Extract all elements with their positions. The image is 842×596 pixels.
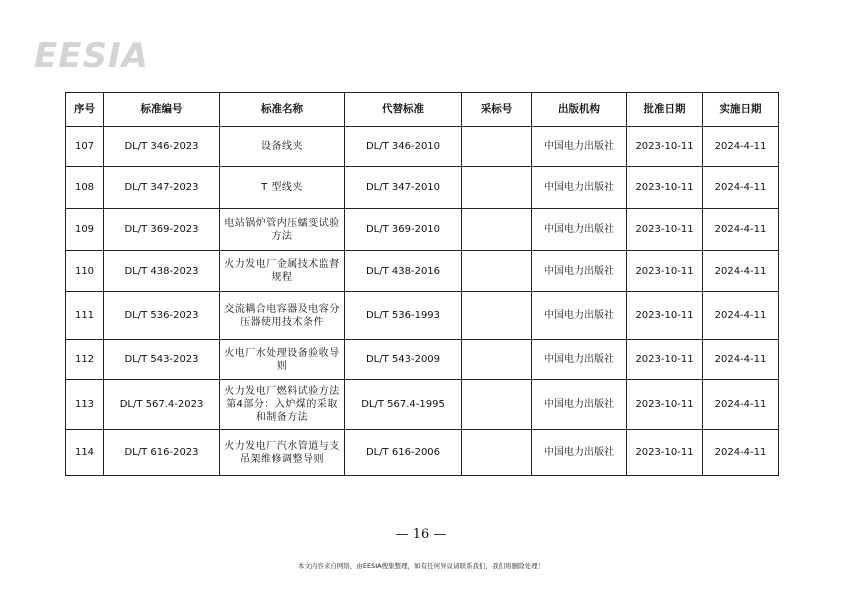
table-row <box>66 380 779 430</box>
cell-approve-date: 2023-10-11 <box>627 340 703 380</box>
cell-name: 火力发电厂金属技术监督规程 <box>220 251 345 292</box>
cell-code: DL/T 346-2023 <box>104 127 220 167</box>
cell-no: 112 <box>66 340 104 380</box>
cell-approve-date: 2023-10-11 <box>627 430 703 476</box>
cell-replace: DL/T 616-2006 <box>345 430 462 476</box>
cell-name: 火电厂水处理设备验收导则 <box>220 340 345 380</box>
cell-name: 火力发电厂汽水管道与支吊架维修调整导则 <box>220 430 345 476</box>
cell-replace: DL/T 347-2010 <box>345 167 462 209</box>
cell-code: DL/T 369-2023 <box>104 209 220 251</box>
cell-implement-date: 2024-4-11 <box>703 292 779 340</box>
cell-publisher: 中国电力出版社 <box>532 127 627 167</box>
table-row <box>66 430 779 476</box>
cell-no: 110 <box>66 251 104 292</box>
page-number: — 16 — <box>395 527 447 542</box>
cell-code: DL/T 567.4-2023 <box>104 380 220 430</box>
cell-approve-date: 2023-10-11 <box>627 127 703 167</box>
cell-code: DL/T 616-2023 <box>104 430 220 476</box>
eesia-logo: EESIA <box>34 36 149 76</box>
cell-adopt <box>462 340 532 380</box>
cell-adopt <box>462 380 532 430</box>
cell-name: 设备线夹 <box>220 127 345 167</box>
cell-implement-date: 2024-4-11 <box>703 127 779 167</box>
cell-no: 109 <box>66 209 104 251</box>
standards-table <box>65 92 779 476</box>
table-row <box>66 251 779 292</box>
cell-implement-date: 2024-4-11 <box>703 340 779 380</box>
header-no: 序号 <box>66 93 104 127</box>
cell-approve-date: 2023-10-11 <box>627 251 703 292</box>
cell-replace: DL/T 536-1993 <box>345 292 462 340</box>
cell-approve-date: 2023-10-11 <box>627 167 703 209</box>
cell-no: 107 <box>66 127 104 167</box>
cell-replace: DL/T 567.4-1995 <box>345 380 462 430</box>
table-row <box>66 292 779 340</box>
cell-no: 114 <box>66 430 104 476</box>
cell-code: DL/T 347-2023 <box>104 167 220 209</box>
cell-adopt <box>462 127 532 167</box>
cell-approve-date: 2023-10-11 <box>627 292 703 340</box>
header-approve-date: 批准日期 <box>627 93 703 127</box>
cell-no: 113 <box>66 380 104 430</box>
cell-replace: DL/T 369-2010 <box>345 209 462 251</box>
cell-name: 火力发电厂燃料试验方法 第4部分：入炉煤的采取和制备方法 <box>220 380 345 430</box>
cell-no: 108 <box>66 167 104 209</box>
cell-name: 交流耦合电容器及电容分压器使用技术条件 <box>220 292 345 340</box>
cell-adopt <box>462 209 532 251</box>
table-row <box>66 167 779 209</box>
cell-adopt <box>462 292 532 340</box>
table-header-row <box>66 93 779 127</box>
cell-publisher: 中国电力出版社 <box>532 209 627 251</box>
cell-implement-date: 2024-4-11 <box>703 430 779 476</box>
header-implement-date: 实施日期 <box>703 93 779 127</box>
cell-adopt <box>462 167 532 209</box>
cell-name: 电站锅炉管内压蠕变试验方法 <box>220 209 345 251</box>
cell-publisher: 中国电力出版社 <box>532 380 627 430</box>
cell-replace: DL/T 346-2010 <box>345 127 462 167</box>
cell-replace: DL/T 438-2016 <box>345 251 462 292</box>
cell-implement-date: 2024-4-11 <box>703 251 779 292</box>
cell-publisher: 中国电力出版社 <box>532 167 627 209</box>
cell-implement-date: 2024-4-11 <box>703 167 779 209</box>
table-row <box>66 340 779 380</box>
cell-approve-date: 2023-10-11 <box>627 380 703 430</box>
cell-implement-date: 2024-4-11 <box>703 380 779 430</box>
header-publisher: 出版机构 <box>532 93 627 127</box>
cell-publisher: 中国电力出版社 <box>532 430 627 476</box>
cell-code: DL/T 536-2023 <box>104 292 220 340</box>
cell-code: DL/T 438-2023 <box>104 251 220 292</box>
cell-publisher: 中国电力出版社 <box>532 292 627 340</box>
cell-no: 111 <box>66 292 104 340</box>
header-adopt: 采标号 <box>462 93 532 127</box>
header-code: 标准编号 <box>104 93 220 127</box>
header-name: 标准名称 <box>220 93 345 127</box>
cell-code: DL/T 543-2023 <box>104 340 220 380</box>
cell-approve-date: 2023-10-11 <box>627 209 703 251</box>
cell-publisher: 中国电力出版社 <box>532 251 627 292</box>
table-row <box>66 209 779 251</box>
cell-publisher: 中国电力出版社 <box>532 340 627 380</box>
cell-name: T 型线夹 <box>220 167 345 209</box>
header-replace: 代替标准 <box>345 93 462 127</box>
cell-implement-date: 2024-4-11 <box>703 209 779 251</box>
cell-adopt <box>462 430 532 476</box>
table-row <box>66 127 779 167</box>
footer-disclaimer: 本文内容来自网络，由EESIA搜集整理，如有任何异议请联系我们，我们将删除处理！ <box>297 562 545 570</box>
cell-adopt <box>462 251 532 292</box>
cell-replace: DL/T 543-2009 <box>345 340 462 380</box>
